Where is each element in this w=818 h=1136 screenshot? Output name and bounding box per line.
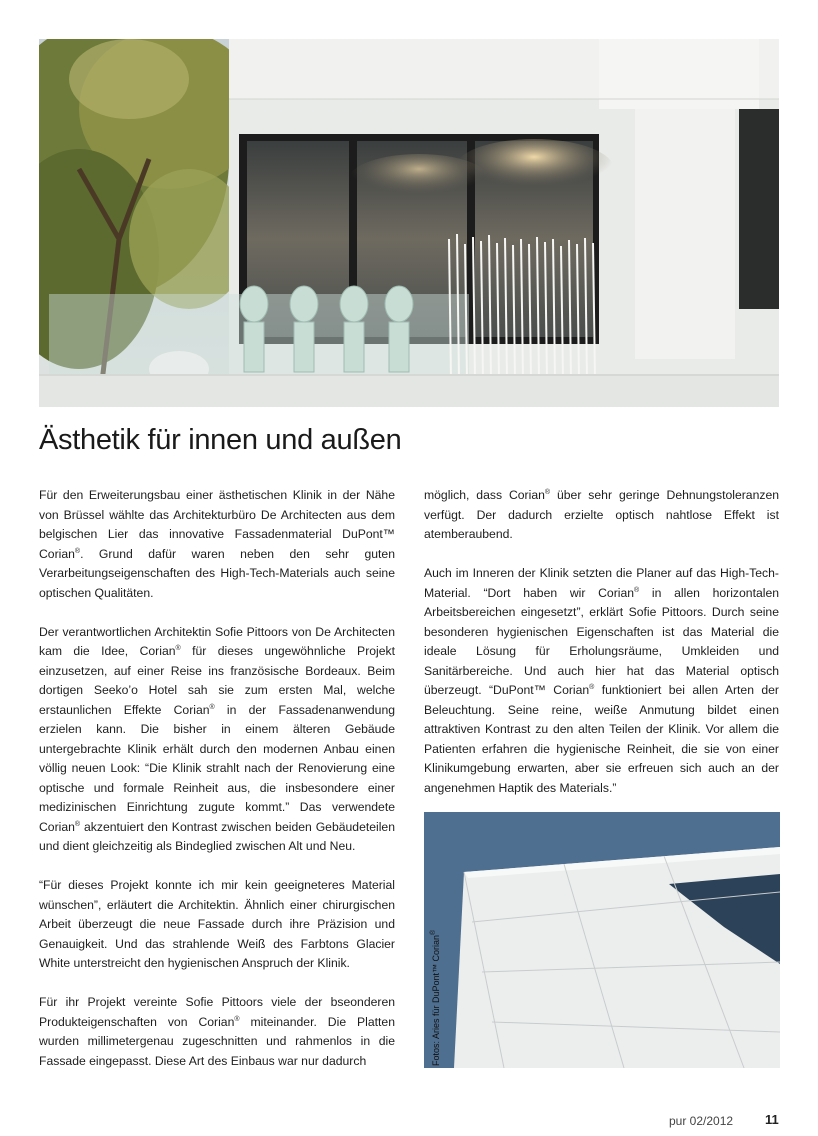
paragraph: Auch im Inneren der Klinik setzten die Planer auf das High-Tech-Material. “Dort haben wir Corian® in allen horizontalen Arbeitsbereichen eingesetzt”, erklärt Sofie Pittoors. Durch seine besonderen hygienischen Eigenschaften ist das Material die ideale Lösung für Erholungsräume, Umkleiden und Sanitärbereiche. Und auch hier hat das Material optisch überzeugt. “DuPont™ Corian® funktioniert bei allen Arten der Beleuchtung. Seine reine, weiße Anmutung bildet einen attraktiven Kontrast zu den alten Teilen der Klinik. Vor allem die Patienten erfahren die hygienische Reinheit, die sie von einer Klinikumgebung erwarten, aber sie erfreuen sich auch an der angenehmen Haptik des Materials.” [424,566,779,795]
facade-detail-image [424,812,780,1068]
paragraph: Der verantwortlichen Architektin Sofie Pittoors von De Architecten kam die Idee, Corian® für dieses ungewöhnliche Projekt einzusetzen, auf einer Reise ins französische Bordeaux. Beim dortigen Seeko’o Hotel sah sie zum ersten Mal, welche erstaunlichen Effekte Corian® in der Fassadenanwendung erzielen kann. Die bisher in einem älteren Gebäude untergebrachte Klinik erhält durch den modernen Anbau einen völlig neuen Look: “Die Klinik strahlt nach der Renovierung eine optische und formale Reinheit aus, die insbesondere einer medizinischen Einrichtung zugute kommt.” Das verwendete Corian® akzentuiert den Kontrast zwischen beiden Gebäudeteilen und dient gleichzeitig als Bindeglied zwischen Alt und Neu. [39,624,396,853]
footer-magazine: pur 02/2012 [669,1114,734,1128]
article-headline: Ästhetik für innen und außen [39,424,402,456]
hero-photo [39,39,779,407]
article-column-left [39,486,395,1091]
building-facade-image [39,39,779,407]
page-number: 11 [765,1112,779,1127]
paragraph: Für ihr Projekt vereinte Sofie Pittoors viele der bseonderen Produkteigenschaften von Corian® miteinander. Die Platten wurden millimetergenau zugeschnitten und rahmenlos in die Fassade eingepasst. Diese Art des Einbaus war nur dadurch [39,995,395,1068]
paragraph: “Für dieses Projekt konnte ich mir kein geeigneteres Material wünschen”, erläutert die Architektin. Ähnlich einer chirurgischen Arbeit überzeugt die neue Fassade durch ihre Präzision und Genauigkeit. Und das strahlende Weiß des Farbtons Glacier White unterstreicht den hygienischen Anspruch der Klinik. [39,878,395,970]
photo-credit: Fotos: Aries für DuPont™ Corian® [430,929,441,1066]
facade-detail-photo [424,812,780,1068]
paragraph: möglich, dass Corian® über sehr geringe Dehnungstoleranzen verfügt. Der dadurch erzielte optisch nahtlose Effekt ist atemberaubend. [424,488,779,541]
article-column-right [424,486,779,818]
paragraph: Für den Erweiterungsbau einer ästhetischen Klinik in der Nähe von Brüssel wählte das Architekturbüro De Architecten aus dem belgischen Lier das innovative Fassadenmaterial DuPont™ Corian®. Grund dafür waren neben den sehr guten Verarbeitungseigenschaften des High-Tech-Materials auch seine optischen Qualitäten. [39,488,395,600]
